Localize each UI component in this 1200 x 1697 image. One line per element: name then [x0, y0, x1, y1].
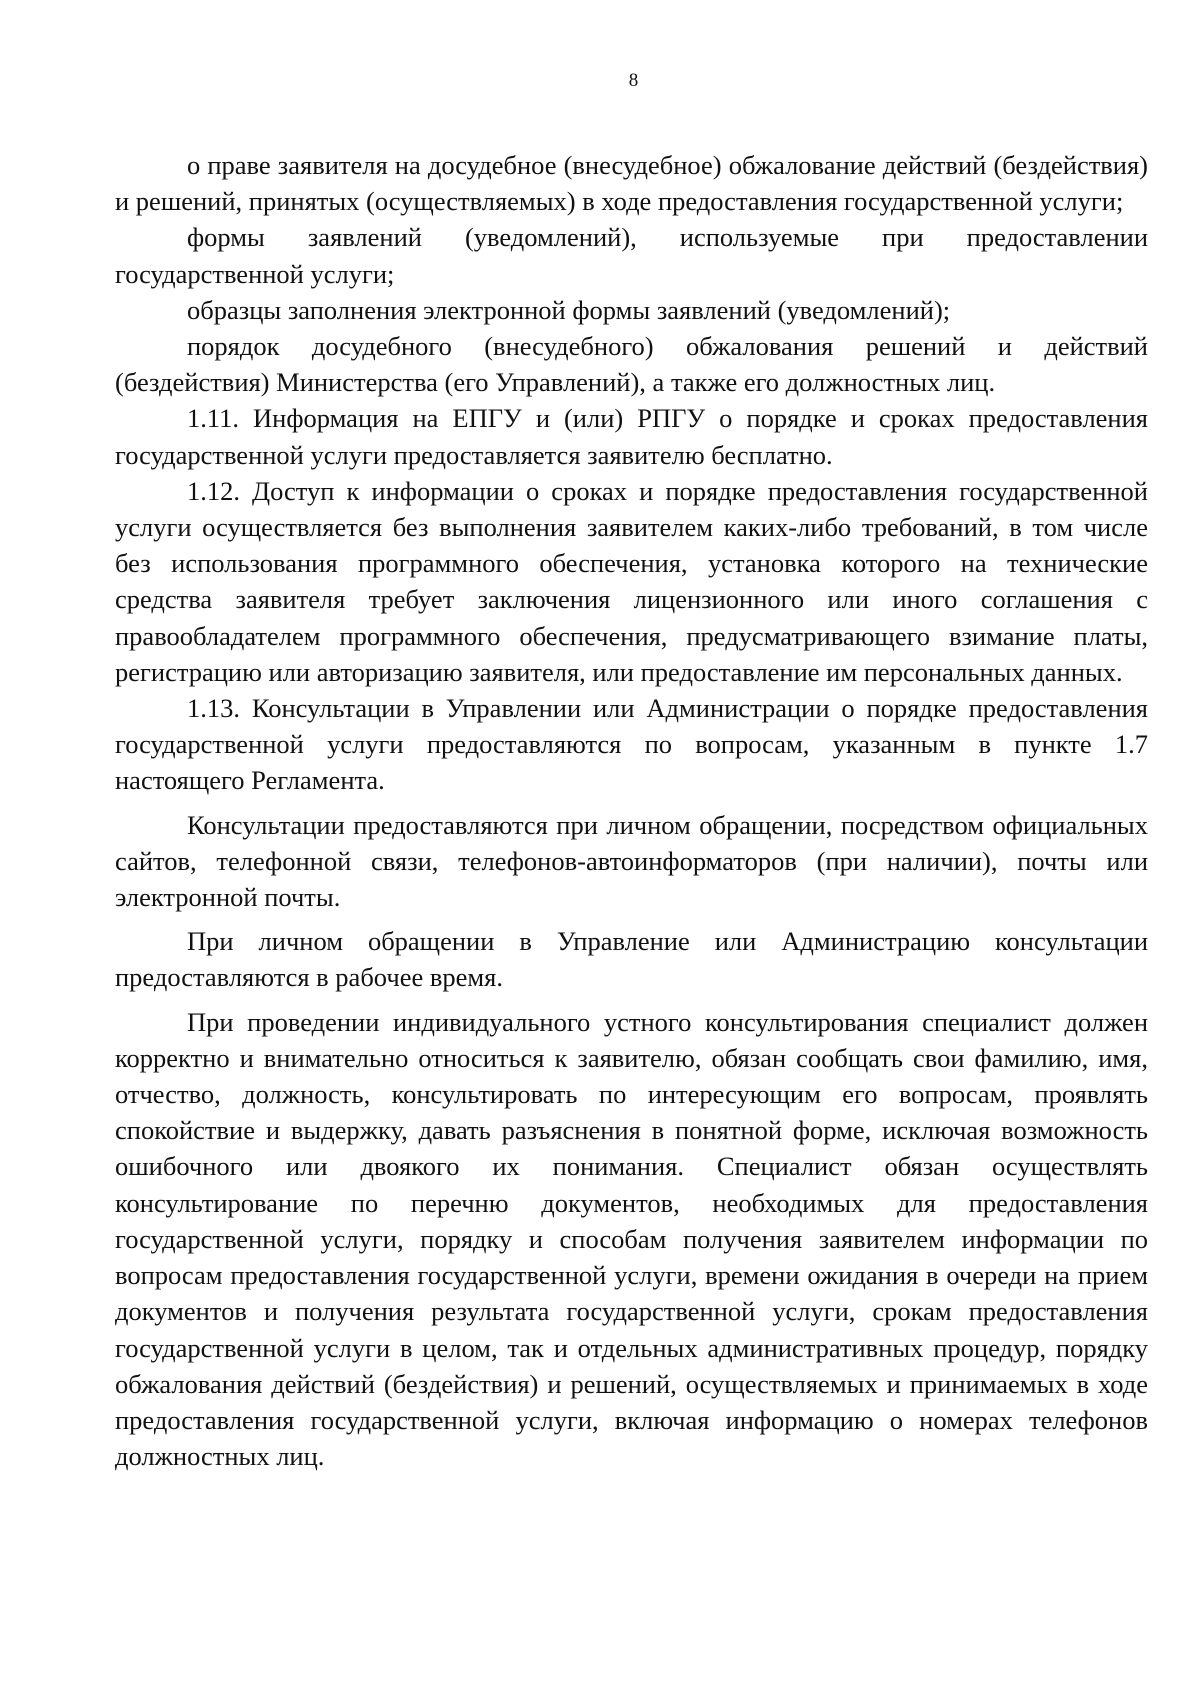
paragraph-form-samples: образцы заполнения электронной формы заявлений (уведомлений); — [187, 294, 951, 325]
paragraph-appeal-procedure: порядок досудебного (внесудебного) обжалования решений и действий (бездействия) Министерства (его Управлений), а также его должностных лиц. — [115, 331, 1148, 398]
paragraph-1-12: 1.12. Доступ к информации о сроках и порядке предоставления государственной услуги осуществляется без выполнения заявителем каких-либо требований, в том числе без использования программного обеспечения, установка которого на технические средства заявителя требует заключения лицензионного или иного соглашения с правообладателем программного обеспечения, предусматривающего взимание платы, регистрацию или авторизацию заявителя, или предоставление им персональных данных. — [115, 475, 1148, 687]
paragraph-1-11: 1.11. Информация на ЕПГУ и (или) РПГУ о порядке и сроках предоставления государственной услуги предоставляется заявителю бесплатно. — [115, 403, 1148, 470]
paragraph-application-forms: формы заявлений (уведомлений), используемые при предоставлении государственной услуги; — [115, 222, 1148, 289]
paragraph-consultation-channels: Консультации предоставляются при личном обращении, посредством официальных сайтов, телефонной связи, телефонов-автоинформаторов (при наличии), почты или электронной почты. — [115, 809, 1148, 913]
paragraph-personal-visit: При личном обращении в Управление или Администрацию консультации предоставляются в рабочее время. — [115, 926, 1148, 993]
document-body — [115, 147, 1148, 1474]
paragraph-oral-consultation: При проведении индивидуального устного консультирования специалист должен корректно и внимательно относиться к заявителю, обязан сообщать свои фамилию, имя, отчество, должность, консультировать по интересующим его вопросам, проявлять спокойствие и выдержку, давать разъяснения в понятной форме, исключая возможность ошибочного или двоякого их понимания. Специалист обязан осуществлять консультирование по перечню документов, необходимых для предоставления государственной услуги, порядку и способам получения заявителем информации по вопросам предоставления государственной услуги, времени ожидания в очереди на прием документов и получения результата государственной услуги, срокам предоставления государственной услуги в целом, так и отдельных административных процедур, порядку обжалования действий (бездействия) и решений, осуществляемых и принимаемых в ходе предоставления государственной услуги, включая информацию о номерах телефонов должностных лиц. — [115, 1006, 1148, 1472]
paragraph-appeal-right: о праве заявителя на досудебное (внесудебное) обжалование действий (бездействия) и решений, принятых (осуществляемых) в ходе предоставления государственной услуги; — [115, 150, 1148, 217]
page-number: 8 — [628, 70, 639, 91]
paragraph-1-13: 1.13. Консультации в Управлении или Администрации о порядке предоставления государственной услуги предоставляются по вопросам, указанным в пункте 1.7 настоящего Регламента. — [115, 693, 1148, 796]
